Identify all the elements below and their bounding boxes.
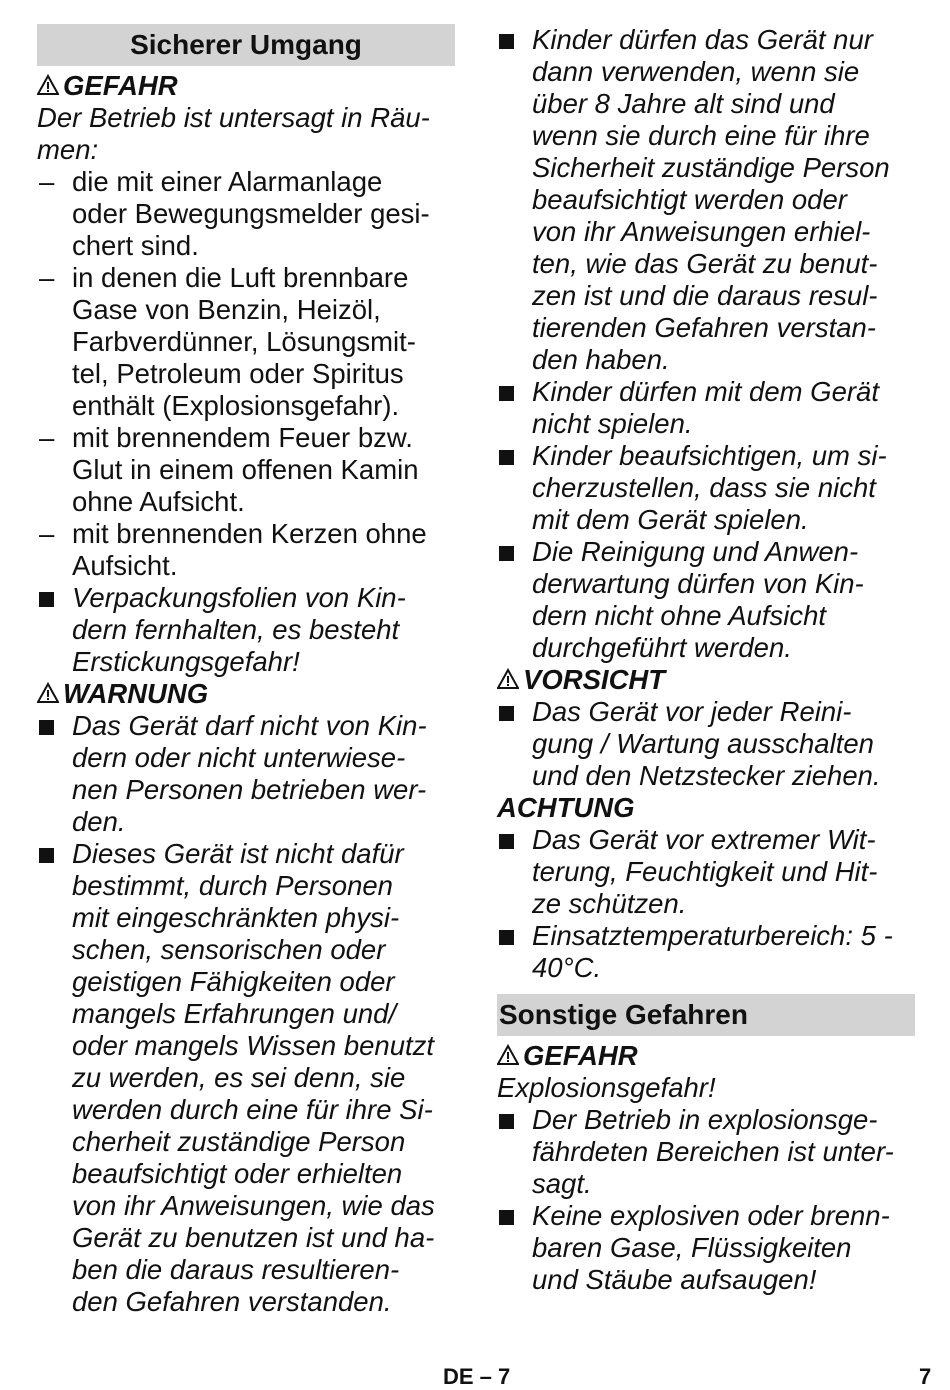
bullet-item-line: Kinder beaufsichtigen, um si- [497, 440, 915, 472]
bullet-item-line: ben die daraus resultieren- [72, 1254, 400, 1285]
bullet-item-line: fährdeten Bereichen ist unter- [532, 1136, 894, 1167]
square-bullet-shape [39, 848, 54, 863]
bullet-item-line: beaufsichtigt oder erhielten [72, 1158, 403, 1189]
bullet-item [37, 710, 455, 838]
bullet-item-line: ten, wie das Gerät zu benut- [532, 248, 878, 279]
bullet-item-line: mit eingeschränkten physi- [72, 902, 400, 933]
square-bullet-shape [499, 706, 514, 721]
bullet-item-line: Sicherheit zuständige Person [532, 152, 890, 183]
bullet-item [37, 838, 455, 1318]
dash-marker: – [39, 166, 55, 197]
bullet-item [497, 920, 915, 984]
bullet-item-line: dern nicht ohne Aufsicht [532, 600, 827, 631]
left-column [37, 24, 455, 1318]
bullet-item-line: und den Netzstecker ziehen. [532, 760, 881, 791]
dash-item-line: Farbverdünner, Lösungsmit- [72, 326, 416, 357]
bullet-item-line: 40°C. [532, 952, 602, 983]
dash-item [37, 166, 455, 262]
bullet-item-line: Das Gerät vor extremer Wit- [497, 824, 915, 856]
dash-item-line: Gase von Benzin, Heizöl, [72, 294, 381, 325]
footer-section-label: DE – 7 [443, 1364, 511, 1389]
bullet-item-line: Die Reinigung und Anwen- [497, 536, 915, 568]
bullet-item-line: gung / Wartung ausschalten [532, 728, 874, 759]
intro-line: Der Betrieb ist untersagt in Räu- [37, 102, 430, 133]
dash-item [37, 422, 455, 518]
bullet-item-line: Das Gerät vor jeder Reini- [497, 696, 915, 728]
bullet-item-line: Keine explosiven oder brenn- [497, 1200, 915, 1232]
bullet-item-line: von ihr Anweisungen, wie das [72, 1190, 435, 1221]
achtung-label: ACHTUNG [497, 792, 635, 823]
bullet-item-line: den Gefahren verstanden. [72, 1286, 392, 1317]
bullet-item [497, 376, 915, 440]
bullet-item [497, 1104, 915, 1200]
right-content [497, 24, 915, 1296]
bullet-item-line: schen, sensorischen oder [72, 934, 386, 965]
bullet-item-line: bestimmt, durch Personen [72, 870, 393, 901]
bullet-item-line: werden durch eine für ihre Si- [72, 1094, 433, 1125]
warnung-label-text: WARNUNG [63, 678, 209, 709]
vorsicht-label [497, 664, 915, 696]
bullet-item-line: Dieses Gerät ist nicht dafür [37, 838, 455, 870]
gefahr2-label-text: GEFAHR [523, 1040, 638, 1071]
bullet-item-line: über 8 Jahre alt sind und [532, 88, 835, 119]
bullet-item-line: nen Personen betrieben wer- [72, 774, 427, 805]
square-bullet-shape [499, 386, 514, 401]
bullet-item [497, 824, 915, 920]
bullet-item-line: den. [72, 806, 126, 837]
gefahr2-label [497, 1040, 915, 1072]
dash-item-line: oder Bewegungsmelder gesi- [72, 198, 430, 229]
square-bullet-shape [39, 720, 54, 735]
dash-item-line: mit brennendem Feuer bzw. – [39, 422, 413, 453]
footer-page-number: 7 [919, 1364, 932, 1389]
dash-item [37, 518, 455, 582]
dash-item-line: in denen die Luft brennbare – [39, 262, 409, 293]
left-content [37, 70, 455, 1318]
bullet-item-packaging [37, 582, 455, 678]
dash-item-line: ohne Aufsicht. [72, 486, 245, 517]
bullet-item-line: sagt. [532, 1168, 592, 1199]
bullet-item-line: Kinder dürfen das Gerät nur [497, 24, 915, 56]
gefahr-label-text: GEFAHR [63, 70, 178, 101]
gefahr-label [37, 70, 455, 102]
intro-line: men: [37, 134, 99, 165]
vorsicht-label-text: VORSICHT [523, 664, 666, 695]
dash-item-line: chert sind. [72, 230, 199, 261]
bullet-item-line: Das Gerät darf nicht von Kin- [37, 710, 455, 742]
bullet-item-line: dern oder nicht unterwiese- [72, 742, 406, 773]
bullet-item-line: geistigen Fähigkeiten oder [72, 966, 395, 997]
bullet-item-line: zu werden, es sei denn, sie [72, 1062, 406, 1093]
square-bullet-shape [499, 450, 514, 465]
bullet-item-line: mit dem Gerät spielen. [532, 504, 809, 535]
bullet-item-line: terung, Feuchtigkeit und Hit- [532, 856, 878, 887]
dash-item-line: Glut in einem offenen Kamin [72, 454, 419, 485]
bullet-item-line: tierenden Gefahren verstan- [532, 312, 876, 343]
dash-item-line: enthält (Explosionsgefahr). [72, 390, 400, 421]
square-bullet-shape [499, 34, 514, 49]
square-bullet-shape [499, 834, 514, 849]
dash-marker: – [39, 422, 55, 453]
bullet-item-line: Gerät zu benutzen ist und ha- [72, 1222, 435, 1253]
bullet-item-line: Der Betrieb in explosionsge- [497, 1104, 915, 1136]
dash-item-line: mit brennenden Kerzen ohne – [39, 518, 427, 549]
bullet-item-line: baren Gase, Flüssigkeiten [532, 1232, 852, 1263]
bullet-item-line: zen ist und die daraus resul- [532, 280, 878, 311]
bullet-item-line: von ihr Anweisungen erhiel- [532, 216, 871, 247]
dash-item-line: die mit einer Alarmanlage – [39, 166, 383, 197]
warnung-label [37, 678, 455, 710]
bullet-item-line: dann verwenden, wenn sie [532, 56, 860, 87]
bullet-item-line: mangels Erfahrungen und/ [72, 998, 397, 1029]
bullet-item [497, 696, 915, 792]
bullet-item-line: derwartung dürfen von Kin- [532, 568, 864, 599]
dash-item-line: Aufsicht. [72, 550, 178, 581]
square-bullet-shape [499, 1114, 514, 1129]
bullet-item-packaging-line: dern fernhalten, es besteht [72, 614, 400, 645]
bullet-item-line: Einsatztemperaturbereich: 5 - [497, 920, 915, 952]
square-bullet-shape [39, 592, 54, 607]
bullet-item-line: ze schützen. [532, 888, 687, 919]
dash-marker: – [39, 518, 55, 549]
bullet-item-line: den haben. [532, 344, 670, 375]
bullet-item [497, 440, 915, 536]
bullet-item-line: Kinder dürfen mit dem Gerät [497, 376, 915, 408]
right-column [497, 24, 915, 1296]
bullet-item-line: durchgeführt werden. [532, 632, 792, 663]
bullet-item-line: nicht spielen. [532, 408, 693, 439]
square-bullet-shape [499, 1210, 514, 1225]
square-bullet-shape [499, 930, 514, 945]
dash-marker: – [39, 262, 55, 293]
dash-item-line: tel, Petroleum oder Spiritus [72, 358, 404, 389]
bullet-item-line: cherzustellen, dass sie nicht [532, 472, 876, 503]
square-bullet-shape [499, 546, 514, 561]
bullet-item [497, 24, 915, 376]
bullet-item [497, 536, 915, 664]
bullet-item-packaging-line: Verpackungsfolien von Kin- [37, 582, 455, 614]
bullet-item [497, 1200, 915, 1296]
section-heading-sicherer-umgang: Sicherer Umgang [37, 24, 455, 66]
gefahr2-intro: Explosionsgefahr! [497, 1072, 716, 1103]
section-heading-sonstige-gefahren: Sonstige Gefahren [497, 994, 915, 1036]
bullet-item-line: und Stäube aufsaugen! [532, 1264, 817, 1295]
bullet-item-packaging-line: Erstickungsgefahr! [72, 646, 300, 677]
bullet-item-line: beaufsichtigt werden oder [532, 184, 847, 215]
dash-item [37, 262, 455, 422]
bullet-item-line: cherheit zuständige Person [72, 1126, 406, 1157]
bullet-item-line: wenn sie durch eine für ihre [532, 120, 870, 151]
bullet-item-line: oder mangels Wissen benutzt [72, 1030, 435, 1061]
